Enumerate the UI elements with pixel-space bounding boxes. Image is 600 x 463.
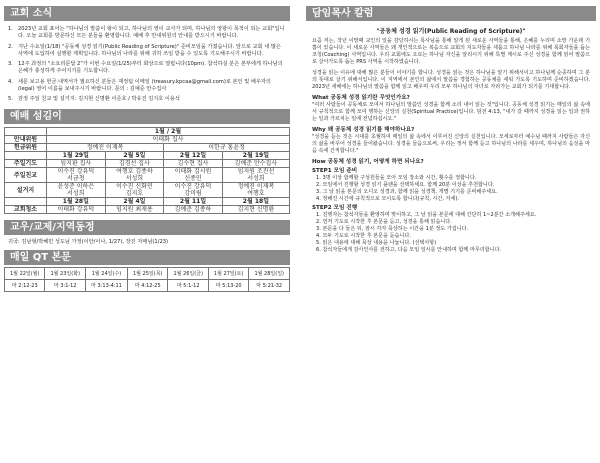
step-item: 5. 읽은 내용에 대해 묵상 내용을 나눕니다. (선택사항) bbox=[316, 240, 437, 246]
column-banner: 담임목사 칼럼 bbox=[306, 6, 596, 21]
news-banner: 교회 소식 bbox=[4, 6, 290, 21]
table-row: 마 2:12-23 마 3:1-12 마 3:13-4:11 마 4:12-25 마 5:1-12 마 5:13-20 마 5:21-32 bbox=[5, 280, 290, 292]
table-row: 1월 28일 2월 4일 2월 11일 2월 18일 bbox=[5, 198, 290, 206]
section-how: How 공동체 성경 읽기, 어떻게 하면 되나요? bbox=[312, 159, 424, 165]
left-column bbox=[4, 6, 290, 292]
column-paragraph: "여러 사람들이 공동체로 모여서 하나님의 말씀인 성경을 함께 소리 내어 읽는 것"입니다. 공동체 성경 읽기는 매일의 삶 속에서 규칙적으로 함께 모여 행하는 신앙의 실천(Spiritual Practice)입니다. 딤전 4:13, "내가 갈 때까지 성경을 읽는 일과 권하는 일과 가르치는 일에 전념하십시오." bbox=[312, 102, 590, 122]
qt-banner: 매일 QT 본문 bbox=[4, 250, 290, 265]
news-item: 2. 지난 수요일(1/18) "공동체 성경 읽기(Public Reading of Scripture)" 준비모임을 가졌습니다. 앞으로 교회 내 많은 사역에 도입하여 실행할 계획입니다. 하나님의 나라를 위해 귀히 쓰임 받을 수 있도록 기도해주시기 바랍니다. bbox=[8, 43, 281, 57]
step-item: 2. 먼저 기도로 시작한 후 본문을 듣고, 성경을 통해 읽습니다. bbox=[316, 219, 452, 225]
table-row: 1월 22일(월) 1월 23일(화) 1월 24일(수) 1월 25일(목) 1월 26일(금) 1월 27일(토) 1월 28일(일) bbox=[5, 268, 290, 280]
table-row: 헌금위원 정예진 이재복 이한규 홍윤정 bbox=[5, 144, 290, 152]
schedule-table bbox=[4, 127, 290, 214]
step-item: 1. 진행자는 참석자들을 환영하며 맞이하고, 그 날 읽을 본문에 대해 간단히 1~2분간 소개해주세요. bbox=[316, 212, 537, 218]
step-item: 3. 그 날 읽을 본문의 오디오 성경과, 함께 읽을 성경책, 개별 기기를 준비해주세요. bbox=[316, 189, 498, 195]
column-body bbox=[306, 21, 596, 254]
step-item: 3. 본문을 다 들은 뒤, 잠시 각자 묵상하는 시간을 1분 정도 가집니다. bbox=[316, 226, 469, 232]
table-row: 주일친교 이수진 강유덕 서금청 여행호 김종하 서성희 이태화 김시원 신종민 임지원 조진선 서성희 bbox=[5, 168, 290, 183]
step2-title: STEP2 모임 진행 bbox=[312, 205, 358, 211]
table-row: 1월 / 2월 bbox=[5, 128, 290, 136]
news-item: 3. 12주 과정의 "소요리문답 2"가 이번 수요일(1/25)부터 화상으로 열립니다(10pm). 참석하실 분은 본부에게 하나님의 은혜가 충성하게 주어지기를 기도합니다. bbox=[8, 61, 283, 74]
column-paragraph: 성경을 읽는 이유에 대해 많은 분들이 이야기를 합니다. 성경을 읽는 것은 하나님을 알기 위해서이고 하나님께 순종하며 그 분의 뜻대로 살기 위해서입니다. 이 지역에서 본인의 삶에서 말씀을 경험하는 공동체를 세워 가도록 기도하며 준비하겠습니다. 2023년 새해에는 하나님의 말씀을 함께 읽고 배우며 우리 모두 하나님의 자녀로 자라가는 교회가 되기를 기대합니다. bbox=[312, 70, 590, 90]
section-what: What 공동체 성경 읽기란 무엇인가요? bbox=[312, 95, 410, 101]
column-paragraph: "성경을 듣는 것은 시대를 초월하여 매일의 삶 속에서 이루어진 신앙의 실천입니다. 모세로부터 예수님 때까지 사람들은 자신의 삶을 바꾸어 성경을 들어왔습니다. 성경을 들음으로써, 우리는 정서 함께 듣고 하나님의 나라를 세우며, 하나님의 음성을 마음 속에 간직합니다." bbox=[312, 134, 590, 154]
table-row: 교회청소 이태화 강유덕 임지원 최재용 김예준 김종하 김지현 신명환 bbox=[5, 206, 290, 214]
table-row: 1월 29일 2월 5일 2월 12일 2월 19일 bbox=[5, 152, 290, 160]
step-item: 4. 모두 기도로 시작한 후 본문을 듣습니다. bbox=[316, 233, 411, 239]
mission-banner: 교우/교제/지역동정 bbox=[4, 220, 290, 235]
news-item: 1. 2023년 교회 표어는 "하나님의 말씀이 왕이 되고, 하나님의 영이 교사가 되며, 하나님의 영광이 목적이 되는 교회"입니다. 오늘 교회를 방문하신 모든 분들을 환영합니다. 예배 후 안내위원의 안내를 받으시기 바랍니다. bbox=[8, 26, 285, 39]
section-why: Why 왜 공동체 성경 읽기를 해야하나요? bbox=[312, 127, 415, 133]
step-item: 6. 참석자들에게 감사인사를 전하고, 다음 모임 일시를 안내하며 함께 마무리합니다. bbox=[316, 247, 502, 253]
news-item: 4. 새문 보고용 헌금 내역서가 필요하신 분들은 재정팀 이메일 (treasury.kpcaa@gmail.com)로 본인 및 배우자의 (legal) 영어 이름을 보내주시기 바랍니다. 문의 : 김예준 안수집사 bbox=[8, 78, 271, 92]
qt-table bbox=[4, 267, 290, 292]
step-item: 2. 모임에서 진행할 성경 읽기 플랜을 선택하세요. 함께 20분 이상을 추천합니다. bbox=[316, 182, 495, 188]
step-item: 1. 3명 이상 함께할 구성원들을 모아 모임 장소와 시간, 횟수를 정합니다. bbox=[316, 175, 477, 181]
table-row: 안내위원 이태화 집사 bbox=[5, 136, 290, 144]
column-paragraph: 요즘 저는, 작년 이맘때 교인의 일을 감당하시는 목사님을 통해 알게 된 새로운 사역들을 통해, 은혜를 누리며 소망 가운데 기쁨이 있습니다. 이 새로운 사역들은 왜 개인적으로는 복음으로 교회의 지도자들을 새롭고 하나님 나라를 위해 목회자들을 돕는 코칭(Coaching) 사역입니다. 우리 교회에도 오로는 하나님 자신을 알리시기 위해 특별 계시로 주신 성경을 함께 읽어 말씀으로 살아가도록 돕는 PRS 사역을 시작하였습니다. bbox=[312, 38, 590, 65]
news-item: 5. 감정 주일 친교 및 설거지: 김지현 신명환 이준호 / 박유진 김지호 이용석 bbox=[8, 96, 180, 102]
table-row: 설거지 윤성준 이하은 서성희 이수진 신화민 김지호 이수진 강유덕 강미림 정예진 이재복 여행호 bbox=[5, 183, 290, 198]
step1-title: STEP1 모임 준비 bbox=[312, 168, 358, 174]
right-column bbox=[306, 6, 596, 254]
mission-text: 귀국: 김남형/박혜민 성도님 가정(이안/이나, 1/27), 장진 자매님(1/23) bbox=[8, 239, 169, 245]
step-item: 4. 정해진 시간에 규칙적으로 모이도록 합니다(규칙, 시간, 자세). bbox=[316, 196, 460, 202]
news-list bbox=[4, 21, 290, 103]
table-row: 주일기도 임지환 집사 김경선 집사 김수현 집사 김예준 안수집사 bbox=[5, 160, 290, 168]
column-heading: "공동체 성경 읽기(Public Reading of Scripture)" bbox=[376, 28, 526, 35]
schedule-banner: 예배 섬김이 bbox=[4, 109, 290, 124]
